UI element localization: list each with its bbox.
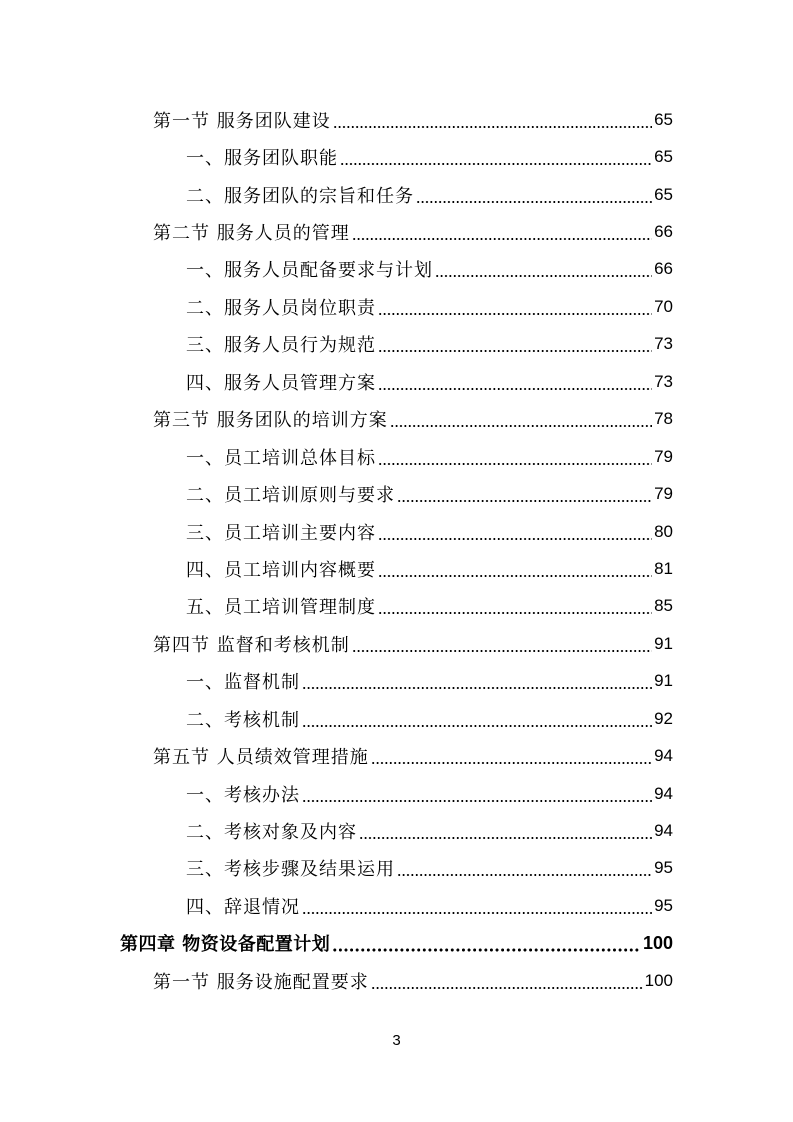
toc-entry-item[interactable] bbox=[0, 326, 793, 363]
toc-entry-page: 79 bbox=[654, 446, 673, 466]
toc-entry-title: 二、服务人员岗位职责 bbox=[186, 297, 376, 319]
dot-leader bbox=[340, 150, 652, 168]
dot-leader bbox=[302, 787, 652, 805]
toc-entry-item[interactable] bbox=[0, 438, 793, 475]
toc-entry-page: 78 bbox=[654, 409, 673, 429]
dot-leader bbox=[352, 225, 652, 243]
toc-entry-page: 65 bbox=[654, 147, 673, 167]
toc-entry-page: 91 bbox=[654, 671, 673, 691]
toc-entry-title: 一、监督机制 bbox=[186, 672, 300, 694]
dot-leader bbox=[352, 637, 652, 655]
toc-entry-item[interactable] bbox=[0, 812, 793, 849]
toc-entry-page: 95 bbox=[654, 858, 673, 878]
toc-entry-page: 92 bbox=[654, 708, 673, 728]
toc-entry-page: 81 bbox=[654, 558, 673, 578]
toc-entry-item[interactable] bbox=[0, 475, 793, 512]
toc-entry-item[interactable] bbox=[0, 138, 793, 175]
dot-leader bbox=[435, 262, 652, 280]
toc-entry-page: 94 bbox=[654, 746, 673, 766]
toc-entry-page: 94 bbox=[654, 783, 673, 803]
toc-entry-item[interactable] bbox=[0, 887, 793, 924]
dot-leader bbox=[390, 412, 652, 430]
toc-entry-title: 五、员工培训管理制度 bbox=[186, 597, 376, 619]
dot-leader bbox=[371, 749, 652, 767]
toc-entry-title: 二、员工培训原则与要求 bbox=[186, 485, 395, 507]
dot-leader bbox=[378, 337, 652, 355]
dot-leader bbox=[359, 824, 652, 842]
toc-entry-title: 三、考核步骤及结果运用 bbox=[186, 859, 395, 881]
toc-entry-page: 100 bbox=[642, 932, 673, 953]
toc-entry-title: 四、辞退情况 bbox=[186, 896, 300, 918]
dot-leader bbox=[378, 525, 652, 543]
toc-entry-page: 100 bbox=[644, 970, 673, 990]
dot-leader bbox=[378, 375, 652, 393]
toc-entry-page: 66 bbox=[654, 259, 673, 279]
toc-entry-item[interactable] bbox=[0, 176, 793, 213]
toc-entry-title: 二、服务团队的宗旨和任务 bbox=[186, 185, 414, 207]
toc-entry-item[interactable] bbox=[0, 513, 793, 550]
toc-entry-title: 第一节 服务设施配置要求 bbox=[153, 971, 369, 993]
toc-entry-item[interactable] bbox=[0, 663, 793, 700]
toc-entry-page: 79 bbox=[654, 484, 673, 504]
dot-leader bbox=[371, 974, 643, 992]
toc-entry-item[interactable] bbox=[0, 550, 793, 587]
toc-entry-chapter[interactable] bbox=[0, 925, 793, 962]
dot-leader bbox=[332, 936, 641, 954]
dot-leader bbox=[302, 899, 652, 917]
table-of-contents bbox=[0, 101, 793, 1000]
toc-entry-item[interactable] bbox=[0, 588, 793, 625]
toc-entry-title: 一、考核办法 bbox=[186, 784, 300, 806]
toc-entry-title: 二、考核机制 bbox=[186, 709, 300, 731]
toc-entry-title: 第五节 人员绩效管理措施 bbox=[153, 747, 369, 769]
toc-entry-page: 73 bbox=[654, 371, 673, 391]
toc-entry-page: 91 bbox=[654, 633, 673, 653]
toc-entry-item[interactable] bbox=[0, 850, 793, 887]
toc-entry-item[interactable] bbox=[0, 251, 793, 288]
dot-leader bbox=[378, 562, 652, 580]
toc-entry-section[interactable] bbox=[0, 737, 793, 774]
dot-leader bbox=[333, 113, 652, 131]
dot-leader bbox=[397, 861, 652, 879]
dot-leader bbox=[397, 487, 652, 505]
toc-entry-section[interactable] bbox=[0, 401, 793, 438]
toc-entry-page: 95 bbox=[654, 895, 673, 915]
toc-entry-title: 三、服务人员行为规范 bbox=[186, 335, 376, 357]
toc-entry-title: 第三节 服务团队的培训方案 bbox=[153, 410, 388, 432]
dot-leader bbox=[302, 712, 652, 730]
page-number: 3 bbox=[392, 1032, 401, 1049]
dot-leader bbox=[416, 188, 652, 206]
toc-entry-item[interactable] bbox=[0, 700, 793, 737]
toc-entry-item[interactable] bbox=[0, 363, 793, 400]
toc-entry-section[interactable] bbox=[0, 962, 793, 999]
toc-entry-page: 66 bbox=[654, 222, 673, 242]
toc-entry-page: 85 bbox=[654, 596, 673, 616]
toc-entry-title: 第四章 物资设备配置计划 bbox=[120, 934, 331, 956]
toc-entry-section[interactable] bbox=[0, 101, 793, 138]
toc-entry-page: 94 bbox=[654, 821, 673, 841]
toc-entry-title: 四、服务人员管理方案 bbox=[186, 372, 376, 394]
toc-entry-section[interactable] bbox=[0, 213, 793, 250]
toc-entry-page: 80 bbox=[654, 521, 673, 541]
toc-entry-item[interactable] bbox=[0, 775, 793, 812]
toc-entry-page: 70 bbox=[654, 296, 673, 316]
toc-entry-title: 二、考核对象及内容 bbox=[186, 822, 357, 844]
dot-leader bbox=[302, 674, 652, 692]
dot-leader bbox=[378, 300, 652, 318]
toc-entry-title: 四、员工培训内容概要 bbox=[186, 559, 376, 581]
toc-entry-title: 一、服务人员配备要求与计划 bbox=[186, 260, 433, 282]
dot-leader bbox=[378, 599, 652, 617]
toc-entry-title: 一、服务团队职能 bbox=[186, 148, 338, 170]
toc-entry-page: 65 bbox=[654, 184, 673, 204]
toc-entry-page: 65 bbox=[654, 109, 673, 129]
toc-entry-item[interactable] bbox=[0, 288, 793, 325]
toc-entry-title: 三、员工培训主要内容 bbox=[186, 522, 376, 544]
toc-entry-section[interactable] bbox=[0, 625, 793, 662]
toc-entry-page: 73 bbox=[654, 334, 673, 354]
dot-leader bbox=[378, 450, 652, 468]
toc-entry-title: 第二节 服务人员的管理 bbox=[153, 223, 350, 245]
toc-entry-title: 第四节 监督和考核机制 bbox=[153, 634, 350, 656]
toc-entry-title: 一、员工培训总体目标 bbox=[186, 447, 376, 469]
toc-entry-title: 第一节 服务团队建设 bbox=[153, 110, 331, 132]
